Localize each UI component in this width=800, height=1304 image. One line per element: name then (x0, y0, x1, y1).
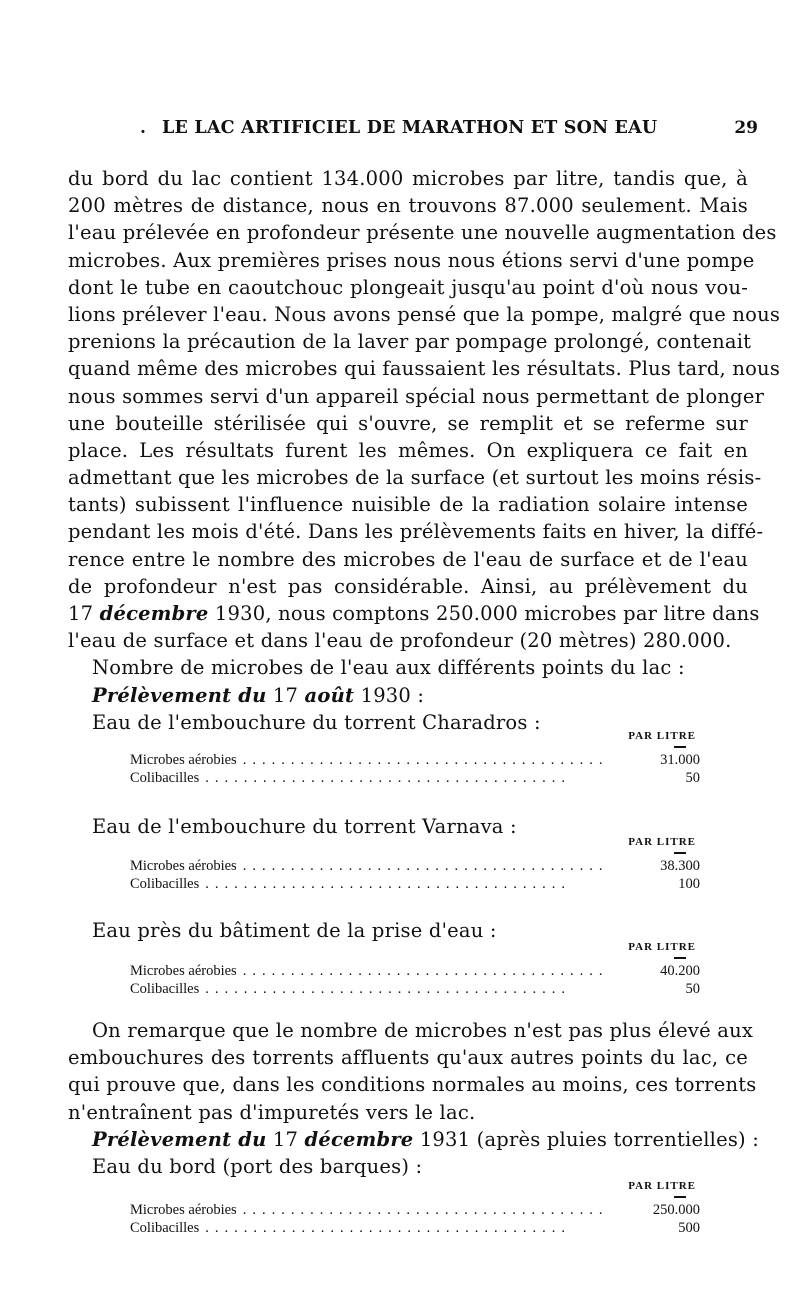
text-line: tants) subissent l'influence nuisible de la radiation solaire intense (68, 493, 748, 517)
text-fragment: 1930, nous comptons 250.000 microbes par litre dans (208, 602, 760, 625)
table-column-header: PAR LITRE (628, 836, 696, 848)
leader-dots: ...................................... (205, 769, 572, 786)
row-value: 31.000 (660, 751, 700, 768)
text-line: place. Les résultats furent les mêmes. On expliquera ce fait en (68, 438, 748, 462)
text-line: On remarque que le nombre de microbes n'est pas plus élevé aux (92, 1019, 754, 1042)
page-number: 29 (734, 118, 758, 138)
text-line (68, 600, 760, 627)
section-heading: Eau près du bâtiment de la prise d'eau : (92, 919, 497, 942)
table-row (130, 980, 700, 998)
running-title: LE LAC ARTIFICIEL DE MARATHON ET SON EAU (162, 118, 658, 138)
text-line: l'eau de surface et dans l'eau de profondeur (20 mètres) 280.000. (68, 629, 732, 653)
table-row (130, 962, 700, 980)
row-label: Microbes aérobies (130, 857, 237, 874)
row-value: 50 (685, 769, 700, 786)
italic-text: décembre (99, 602, 209, 625)
text-line: qui prouve que, dans les conditions normales au moins, ces torrents (68, 1073, 757, 1097)
text-line: rence entre le nombre des microbes de l'eau de surface et de l'eau (68, 547, 748, 571)
sampling-date-heading (68, 682, 748, 709)
text-line: nous sommes servi d'un appareil spécial nous permettant de plonger (68, 384, 765, 408)
text-fragment: 1931 (après pluies torrentielles) : (413, 1127, 760, 1151)
data-table (130, 1180, 700, 1237)
text-fragment: 17 (266, 1127, 305, 1151)
header-rule (674, 746, 686, 748)
text-line: quand même des microbes qui faussaient les résultats. Plus tard, nous (68, 357, 781, 381)
text-line: du bord du lac contient 134.000 microbes par litre, tandis que, à (68, 167, 748, 190)
table-row (130, 875, 700, 893)
header-rule (674, 957, 686, 959)
italic-text: Prélèvement du (92, 1127, 267, 1151)
text-line: dont le tube en caoutchouc plongeait jusqu'au point d'où nous vou- (68, 275, 748, 299)
row-value: 50 (685, 980, 700, 997)
leader-dots: ...................................... (242, 751, 609, 768)
sampling-date-heading (68, 1126, 760, 1153)
section-heading: Eau du bord (port des barques) : (92, 1154, 423, 1178)
text-line: pendant les mois d'été. Dans les prélèvements faits en hiver, la diffé- (68, 520, 764, 544)
table-column-header: PAR LITRE (628, 941, 696, 953)
data-table (130, 730, 700, 787)
text-line: lions prélever l'eau. Nous avons pensé que la pompe, malgré que nous (68, 302, 781, 326)
text-line: 200 mètres de distance, nous en trouvons 87.000 seulement. Mais (68, 194, 748, 218)
text-line: une bouteille stérilisée qui s'ouvre, se remplit et se referme sur (68, 411, 748, 435)
header-rule (674, 852, 686, 854)
table-row (130, 857, 700, 875)
row-value: 250.000 (652, 1201, 700, 1218)
italic-text: décembre (304, 1127, 414, 1151)
leader-dots: ...................................... (205, 875, 572, 892)
row-label: Microbes aérobies (130, 1201, 237, 1218)
text-line: embouchures des torrents affluents qu'aux autres points du lac, ce (68, 1046, 748, 1070)
table-row (130, 751, 700, 769)
page-body (68, 165, 781, 736)
running-header (140, 118, 770, 148)
header-rule (674, 1196, 686, 1198)
section-heading: Eau de l'embouchure du torrent Charadros : (92, 710, 541, 734)
text-fragment: 17 (266, 683, 305, 707)
paragraph-2 (68, 1017, 760, 1180)
data-table (130, 941, 700, 998)
italic-text: Prélèvement du (92, 683, 267, 707)
table-row (130, 1201, 700, 1219)
paragraph-1 (68, 165, 781, 654)
table-column-header: PAR LITRE (628, 730, 696, 742)
text-line: de profondeur n'est pas considérable. Ainsi, au prélèvement du (68, 574, 748, 598)
leader-dots: ...................................... (205, 1219, 572, 1236)
row-label: Colibacilles (130, 980, 200, 997)
row-label: Colibacilles (130, 875, 200, 892)
section-intro: Nombre de microbes de l'eau aux différents points du lac : (92, 656, 685, 680)
row-value: 40.200 (660, 962, 700, 979)
row-label: Colibacilles (130, 1219, 200, 1236)
table-row (130, 1219, 700, 1237)
text-line: n'entraînent pas d'impuretés vers le lac. (68, 1100, 476, 1124)
row-value: 100 (678, 875, 700, 892)
leader-dots: ...................................... (242, 857, 609, 874)
header-dot: . (140, 118, 146, 138)
leader-dots: ...................................... (242, 1201, 609, 1218)
table-column-header: PAR LITRE (628, 1180, 696, 1192)
leader-dots: ...................................... (242, 962, 609, 979)
row-value: 500 (678, 1219, 700, 1236)
data-table (130, 836, 700, 893)
text-line: microbes. Aux premières prises nous nous étions servi d'une pompe (68, 248, 755, 272)
text-line: l'eau prélevée en profondeur présente une nouvelle augmentation des (68, 221, 777, 245)
italic-text: août (304, 683, 355, 707)
text-fragment: 1930 : (354, 683, 425, 707)
text-fragment: 17 (68, 602, 100, 625)
text-line: admettant que les microbes de la surface (et surtout les moins résis- (68, 466, 762, 490)
section-heading: Eau de l'embouchure du torrent Varnava : (92, 815, 517, 838)
row-value: 38.300 (660, 857, 700, 874)
table-row (130, 769, 700, 787)
row-label: Colibacilles (130, 769, 200, 786)
leader-dots: ...................................... (205, 980, 572, 997)
text-line: prenions la précaution de la laver par pompage prolongé, contenait (68, 330, 752, 354)
row-label: Microbes aérobies (130, 962, 237, 979)
row-label: Microbes aérobies (130, 751, 237, 768)
